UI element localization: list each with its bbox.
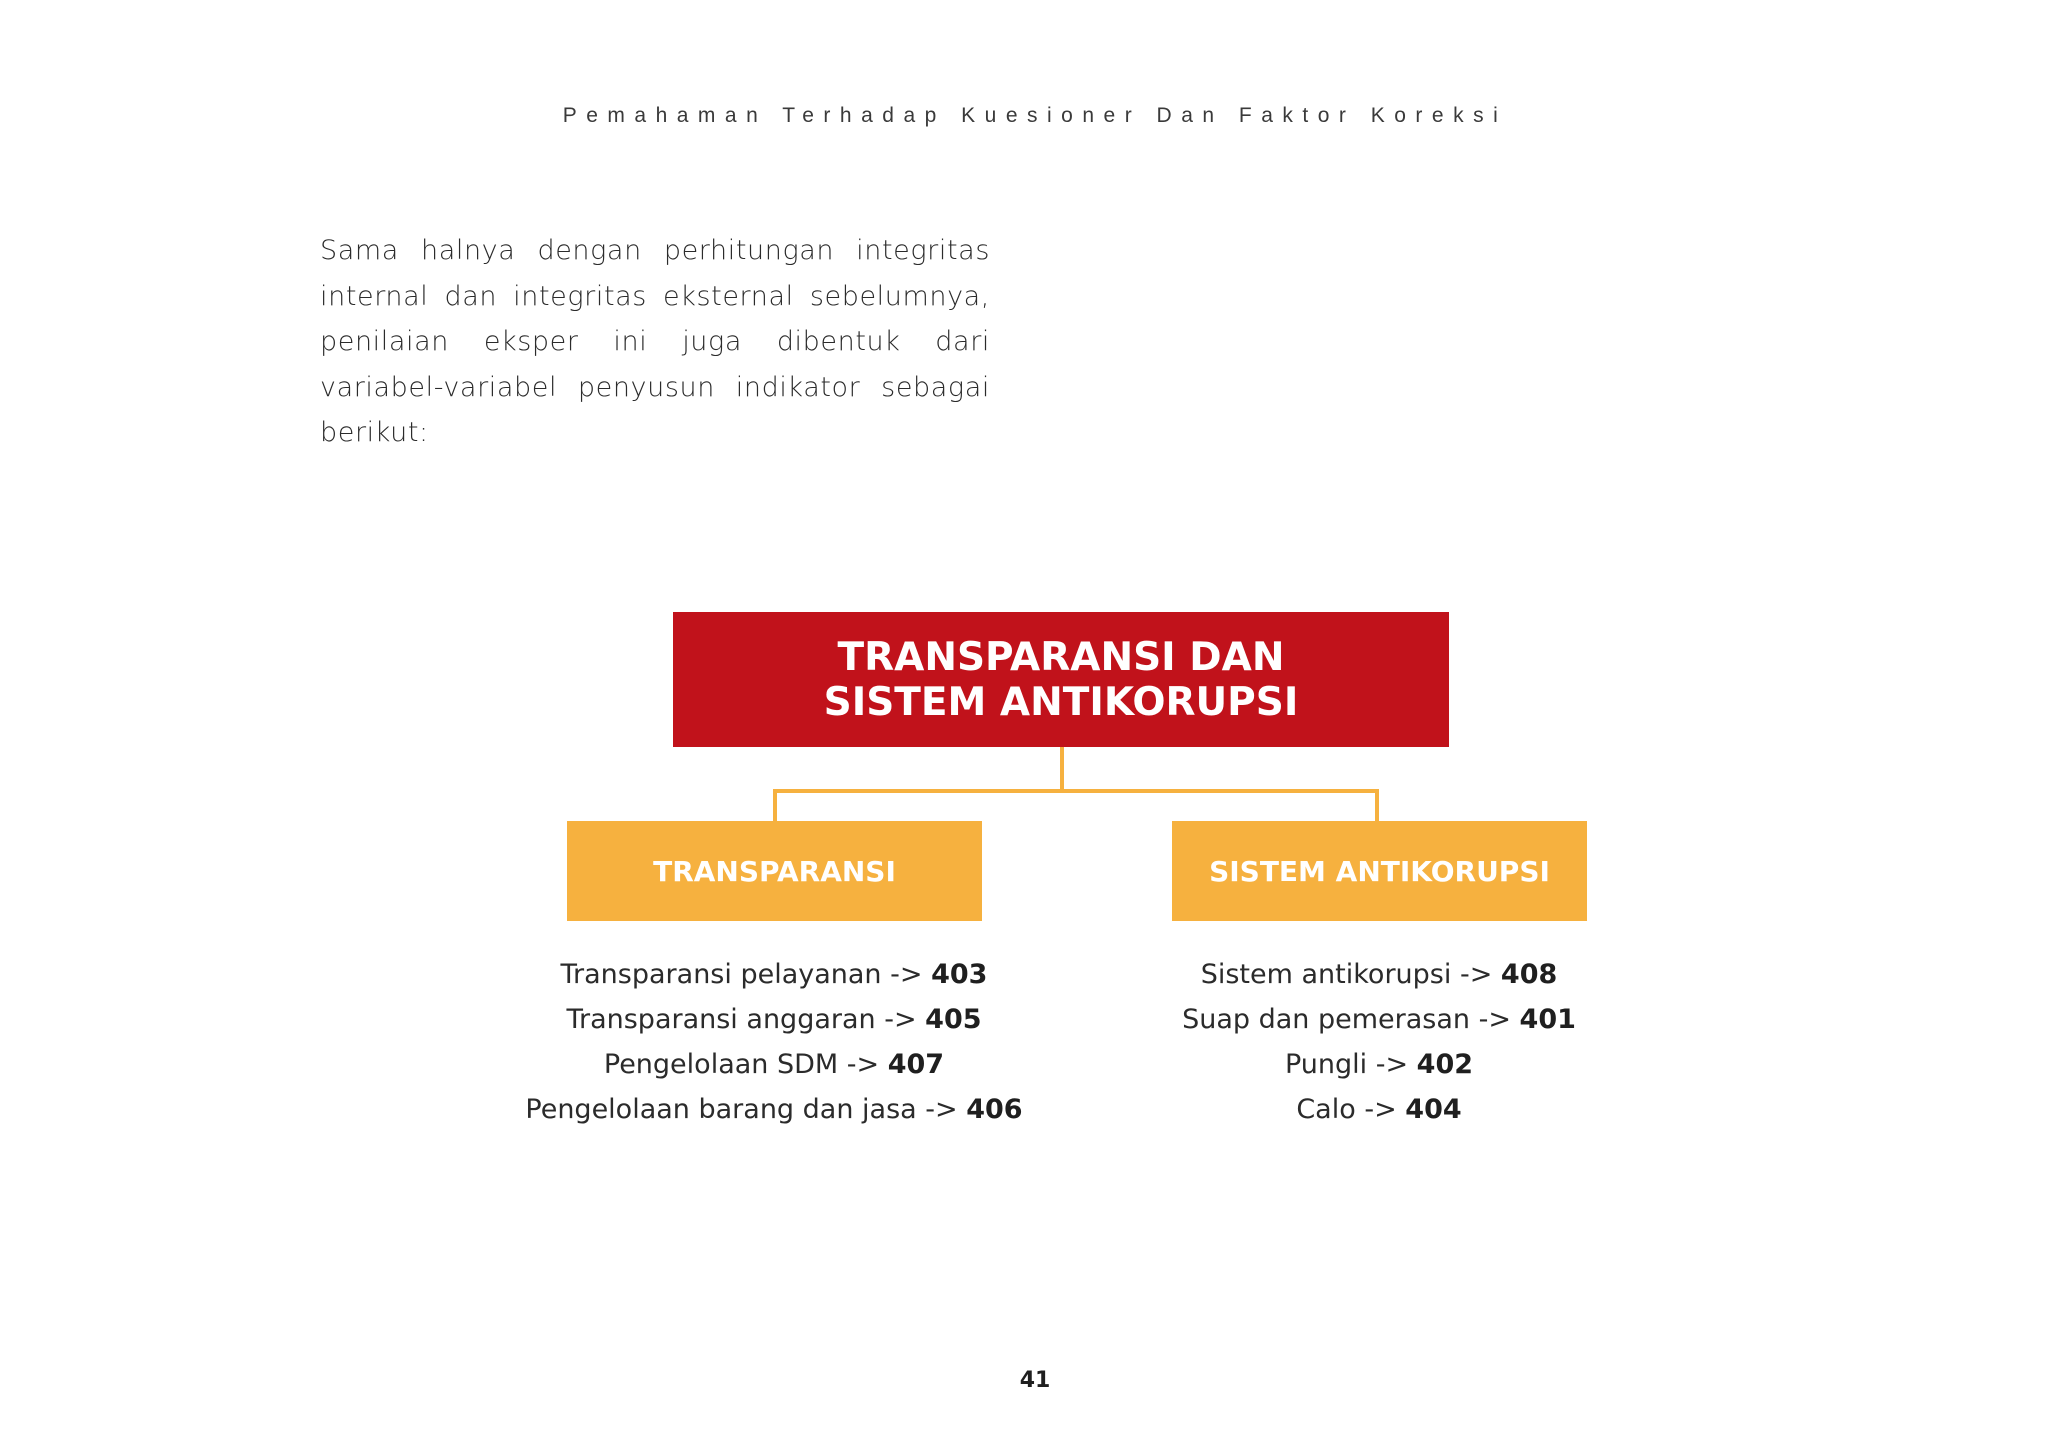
variable-code: 404 [1405,1094,1462,1125]
variable-code: 402 [1416,1049,1474,1080]
variable-item [474,1042,1074,1087]
variable-code: 406 [966,1094,1023,1125]
variable-item [1079,997,1679,1042]
variable-item [474,952,1074,997]
transparansi-variable-list [474,952,1074,1132]
variable-label: Transparansi pelayanan -> [560,959,932,990]
page-number: 41 [1019,1368,1051,1393]
running-header: Pemahaman Terhadap Kuesioner Dan Faktor Koreksi [562,104,1508,127]
variable-item [1079,1042,1679,1087]
variable-label: Calo -> [1296,1094,1406,1125]
variable-code: 405 [925,1004,982,1035]
root-box-transparansi-dan-sistem-antikorupsi [673,612,1449,747]
variable-label: Transparansi anggaran -> [566,1004,926,1035]
variable-code: 401 [1519,1004,1576,1035]
variable-item [1079,1087,1679,1132]
variable-code: 407 [887,1049,945,1080]
intro-paragraph: Sama halnya dengan perhitungan integritas internal dan integritas eksternal sebelumnya, penilaian eksper ini juga dibentuk dari variabel-variabel penyusun indikator sebagai berikut: [320,235,990,448]
sistem-antikorupsi-variable-list [1079,952,1679,1132]
variable-item [1079,952,1679,997]
variable-label: Sistem antikorupsi -> [1200,959,1501,990]
child-box-sistem-antikorupsi: SISTEM ANTIKORUPSI [1172,821,1587,921]
variable-code: 408 [1500,959,1558,990]
variable-item [474,997,1074,1042]
variable-label: Pengelolaan barang dan jasa -> [525,1094,967,1125]
child-box-transparansi: TRANSPARANSI [567,821,982,921]
root-box-line2: SISTEM ANTIKORUPSI [823,679,1299,725]
variable-label: Suap dan pemerasan -> [1182,1004,1520,1035]
variable-label: Pengelolaan SDM -> [603,1049,888,1080]
variable-item [474,1087,1074,1132]
variable-code: 403 [931,959,988,990]
root-box-line1: TRANSPARANSI DAN [837,634,1285,680]
variable-label: Pungli -> [1284,1049,1417,1080]
